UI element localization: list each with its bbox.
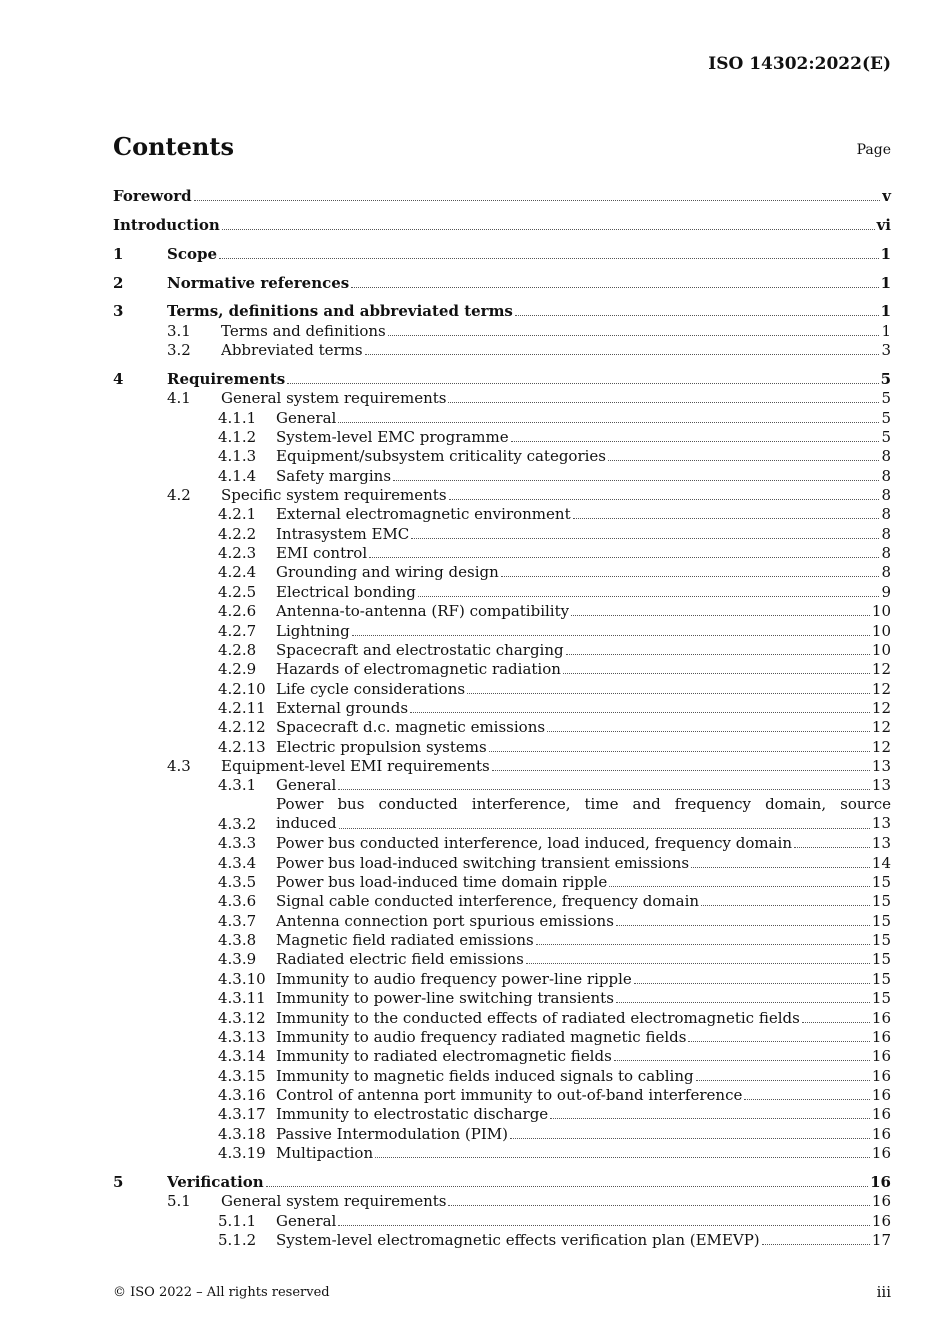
- toc-entry-number: 4.2.12: [218, 718, 266, 737]
- dot-leader: [467, 692, 870, 694]
- toc-entry[interactable]: [113, 737, 891, 756]
- toc-entry[interactable]: [113, 969, 891, 988]
- toc-entry-page: 16: [870, 1172, 891, 1191]
- dot-leader: [388, 334, 880, 336]
- dot-leader: [489, 750, 870, 752]
- toc-entry-title: General: [276, 408, 337, 427]
- toc-entry-page: 8: [881, 563, 891, 582]
- toc-entry[interactable]: [113, 562, 891, 581]
- dot-leader: [369, 556, 879, 558]
- toc-entry-title: Immunity to magnetic fields induced signals to cabling: [276, 1066, 694, 1085]
- toc-entry-title: Power bus conducted interference, time and frequency domain, source: [276, 794, 891, 813]
- dot-leader: [219, 257, 879, 259]
- toc-entry-title: Hazards of electromagnetic radiation: [276, 660, 561, 679]
- page-number: iii: [876, 1283, 891, 1301]
- toc-entry[interactable]: [113, 244, 891, 263]
- toc-entry[interactable]: [113, 949, 891, 968]
- toc-entry-number: 4.3.11: [218, 989, 266, 1008]
- toc-entry-number: 4.3.18: [218, 1124, 266, 1143]
- dot-leader: [762, 1243, 870, 1245]
- toc-entry-number: 4.3.6: [218, 892, 257, 911]
- toc-entry[interactable]: [113, 621, 891, 640]
- toc-entry[interactable]: [113, 582, 891, 601]
- toc-entry-page: 12: [871, 737, 891, 756]
- toc-entry-page: 17: [871, 1230, 891, 1249]
- toc-entry-page: 15: [871, 969, 891, 988]
- toc-entry[interactable]: [113, 891, 891, 910]
- toc-entry[interactable]: [113, 833, 891, 852]
- toc-entry-page: 16: [871, 1124, 891, 1143]
- toc-entry[interactable]: [113, 388, 891, 407]
- toc-entry-number: 4.3.10: [218, 969, 266, 988]
- toc-entry-title: Multipaction: [276, 1143, 374, 1162]
- toc-entry-title: Immunity to the conducted effects of radiated electromagnetic fields: [276, 1008, 800, 1027]
- dot-leader: [194, 199, 881, 201]
- toc-entry-title: Lightning: [276, 621, 350, 640]
- toc-entry-title: Specific system requirements: [221, 486, 447, 505]
- toc-entry-page: 8: [881, 447, 891, 466]
- toc-entry-title: Power bus conducted interference, load induced, frequency domain: [276, 834, 792, 853]
- toc-entry-title: Equipment-level EMI requirements: [221, 756, 490, 775]
- toc-entry-title: Terms and definitions: [221, 321, 386, 340]
- toc-entry-number: 1: [113, 244, 124, 263]
- toc-entry-title: Immunity to radiated electromagnetic fields: [276, 1047, 612, 1066]
- toc-entry-page: 8: [881, 505, 891, 524]
- toc-entry-page: 16: [871, 1027, 891, 1046]
- toc-entry-page: 3: [881, 341, 891, 360]
- toc-entry[interactable]: [113, 1104, 891, 1123]
- toc-entry-page: 1: [880, 273, 891, 292]
- toc-entry[interactable]: [113, 872, 891, 891]
- toc-entry-number: 4.3.1: [218, 776, 257, 795]
- toc-entry-title: General system requirements: [221, 1192, 447, 1211]
- toc-entry-number: 4.1: [167, 389, 191, 408]
- toc-entry-page: 15: [871, 873, 891, 892]
- copyright-notice: © ISO 2022 – All rights reserved: [113, 1285, 330, 1300]
- toc-entry-page: 15: [871, 931, 891, 950]
- toc-entry-title: Immunity to power-line switching transients: [276, 989, 614, 1008]
- dot-leader: [449, 498, 880, 500]
- dot-leader: [222, 228, 875, 230]
- toc-entry-number: 4.2.7: [218, 621, 257, 640]
- toc-entry-title: Abbreviated terms: [221, 341, 363, 360]
- toc-entry[interactable]: [113, 1085, 891, 1104]
- toc-entry-title: Power bus load-induced switching transient emissions: [276, 853, 690, 872]
- toc-entry-number: 4.3.14: [218, 1047, 266, 1066]
- dot-leader: [492, 769, 870, 771]
- toc-entry-page: 5: [881, 389, 891, 408]
- toc-entry-page: 13: [871, 756, 891, 775]
- toc-entry-page: 16: [871, 1047, 891, 1066]
- toc-entry-title: Verification: [167, 1172, 264, 1191]
- toc-entry-title: Antenna connection port spurious emissions: [276, 911, 614, 930]
- toc-entry-title: General system requirements: [221, 389, 447, 408]
- toc-entry[interactable]: [113, 215, 891, 234]
- toc-entry-number: 4.3.3: [218, 834, 257, 853]
- toc-entry-title: Foreword: [113, 187, 192, 205]
- toc-entry-number: 4.2.13: [218, 737, 266, 756]
- toc-entry-number: 4: [113, 369, 124, 388]
- dot-leader: [634, 982, 870, 984]
- toc-entry-title: External electromagnetic environment: [276, 505, 571, 524]
- toc-entry-number: 5.1.2: [218, 1230, 257, 1249]
- toc-entry-title-continued: induced: [276, 814, 337, 833]
- dot-leader: [566, 653, 870, 655]
- toc-entry-number: 3: [113, 302, 124, 321]
- toc-entry-page: 16: [871, 1143, 891, 1162]
- toc-entry[interactable]: [113, 911, 891, 930]
- toc-entry-title: Electric propulsion systems: [276, 737, 487, 756]
- toc-entry-number: 4.3.7: [218, 911, 257, 930]
- toc-entry-number: 4.2.11: [218, 698, 266, 717]
- dot-leader: [744, 1098, 870, 1100]
- toc-entry-number: 4.3.5: [218, 873, 257, 892]
- dot-leader: [616, 1001, 870, 1003]
- toc-entry[interactable]: [113, 273, 891, 292]
- toc-entry-number: 4.3.15: [218, 1066, 266, 1085]
- dot-leader: [338, 1224, 870, 1226]
- dot-leader: [563, 672, 870, 674]
- toc-entry-number: 4.3.4: [218, 853, 257, 872]
- toc-entry-title: Equipment/subsystem criticality categories: [276, 447, 607, 466]
- toc-entry[interactable]: [113, 698, 891, 717]
- toc-entry-page: 13: [871, 834, 891, 853]
- toc-entry[interactable]: [113, 408, 891, 427]
- toc-entry[interactable]: [113, 756, 891, 775]
- toc-entry-title: Spacecraft and electrostatic charging: [276, 640, 564, 659]
- dot-leader: [609, 885, 870, 887]
- toc-entry-page: 12: [871, 718, 891, 737]
- toc-entry[interactable]: [113, 321, 891, 340]
- toc-entry-number: 4.2.4: [218, 563, 257, 582]
- toc-entry[interactable]: [113, 1230, 891, 1249]
- toc-entry[interactable]: [113, 504, 891, 523]
- toc-entry-page: 16: [871, 1066, 891, 1085]
- toc-entry-page: 1: [880, 302, 891, 321]
- toc-entry-page: 15: [871, 950, 891, 969]
- toc-entry-page: 12: [871, 679, 891, 698]
- toc-entry-number: 5: [113, 1172, 124, 1191]
- toc-entry-page: 16: [871, 1085, 891, 1104]
- toc-entry-page: 8: [881, 524, 891, 543]
- dot-leader: [547, 730, 870, 732]
- toc-entry[interactable]: [113, 659, 891, 678]
- dot-leader: [794, 846, 870, 848]
- toc-entry[interactable]: [113, 930, 891, 949]
- toc-entry-title: Spacecraft d.c. magnetic emissions: [276, 718, 546, 737]
- toc-entry-number: 4.3.13: [218, 1027, 266, 1046]
- toc-entry[interactable]: [113, 679, 891, 698]
- toc-entry[interactable]: [113, 1191, 891, 1210]
- toc-entry-title: Immunity to audio frequency power-line ripple: [276, 969, 632, 988]
- toc-entry-page: 8: [881, 544, 891, 563]
- toc-entry[interactable]: [113, 524, 891, 543]
- toc-entry-title: Introduction: [113, 215, 220, 234]
- dot-leader: [375, 1156, 870, 1158]
- dot-leader: [339, 827, 870, 829]
- toc-entry-page: 10: [871, 640, 891, 659]
- dot-leader: [571, 614, 870, 616]
- toc-entry[interactable]: [113, 1124, 891, 1143]
- toc-entry-title: General: [276, 1211, 337, 1230]
- dot-leader: [287, 382, 878, 384]
- toc-entry[interactable]: [113, 1211, 891, 1230]
- dot-leader: [511, 440, 880, 442]
- toc-entry-number: 4.2.6: [218, 602, 257, 621]
- toc-entry-title: Normative references: [167, 273, 350, 292]
- toc-entry[interactable]: [113, 466, 891, 485]
- toc-entry[interactable]: [113, 543, 891, 562]
- dot-leader: [616, 924, 870, 926]
- toc-entry-page: 16: [871, 1008, 891, 1027]
- toc-entry-page: 12: [871, 660, 891, 679]
- toc-entry-title: System-level electromagnetic effects verification plan (EMEVP): [276, 1230, 760, 1249]
- toc-entry[interactable]: [113, 717, 891, 736]
- toc-entry-page: 8: [881, 466, 891, 485]
- toc-entry-number: 3.2: [167, 341, 191, 360]
- page-column-label: Page: [856, 142, 891, 158]
- dot-leader: [515, 314, 879, 316]
- toc-entry-page: 16: [871, 1105, 891, 1124]
- toc-entry-title: Immunity to audio frequency radiated magnetic fields: [276, 1027, 687, 1046]
- toc-entry-number: 2: [113, 273, 124, 292]
- toc-entry-page: 16: [871, 1192, 891, 1211]
- toc-entry[interactable]: [113, 369, 891, 388]
- toc-entry-page: 8: [881, 486, 891, 505]
- toc-entry-page: 1: [880, 244, 891, 263]
- toc-entry-title: Requirements: [167, 369, 286, 388]
- toc-entry-title: Life cycle considerations: [276, 679, 466, 698]
- toc-entry-title: Immunity to electrostatic discharge: [276, 1105, 549, 1124]
- toc-entry-page: 5: [881, 408, 891, 427]
- toc-entry-title: Terms, definitions and abbreviated terms: [167, 302, 513, 321]
- toc-entry-number: 4.3.19: [218, 1143, 266, 1162]
- toc-entry-number: 4.2.8: [218, 640, 257, 659]
- toc-entry-title: Passive Intermodulation (PIM): [276, 1124, 508, 1143]
- toc-entry-number: 4.3.17: [218, 1105, 266, 1124]
- toc-entry-number: 4.2: [167, 486, 191, 505]
- toc-entry-page: 15: [871, 892, 891, 911]
- dot-leader: [696, 1079, 870, 1081]
- toc-entry[interactable]: [113, 186, 891, 205]
- toc-entry-page: 14: [871, 853, 891, 872]
- dot-leader: [691, 866, 870, 868]
- toc-entry-title: Control of antenna port immunity to out-of-band interference: [276, 1085, 743, 1104]
- toc-entry-number: 4.3.12: [218, 1008, 266, 1027]
- toc-entry[interactable]: [113, 485, 891, 504]
- toc-entry[interactable]: [113, 446, 891, 465]
- toc-entry-number: 4.2.9: [218, 660, 257, 679]
- toc-entry-number: 4.1.4: [218, 466, 257, 485]
- dot-leader: [411, 537, 879, 539]
- toc-entry[interactable]: [113, 795, 891, 834]
- toc-entry-number: 4.3: [167, 756, 191, 775]
- dot-leader: [266, 1185, 868, 1187]
- toc-entry[interactable]: [113, 601, 891, 620]
- toc-entry[interactable]: [113, 1008, 891, 1027]
- toc-entry[interactable]: [113, 301, 891, 320]
- toc-entry[interactable]: [113, 340, 891, 359]
- dot-leader: [393, 479, 879, 481]
- dot-leader: [526, 962, 870, 964]
- toc-entry[interactable]: [113, 775, 891, 794]
- dot-leader: [573, 517, 880, 519]
- dot-leader: [338, 788, 870, 790]
- toc-entry-title: Grounding and wiring design: [276, 563, 499, 582]
- toc-entry-page: 13: [871, 776, 891, 795]
- toc-entry-title: General: [276, 776, 337, 795]
- dot-leader: [550, 1117, 870, 1119]
- toc-entry-title: Antenna-to-antenna (RF) compatibility: [276, 602, 570, 621]
- toc-entry-title: Scope: [167, 244, 218, 263]
- dot-leader: [701, 904, 870, 906]
- page-title: Contents: [113, 132, 234, 161]
- toc-entry-number: 4.3.9: [218, 950, 257, 969]
- toc-entry-page: 13: [871, 814, 891, 833]
- toc-entry[interactable]: [113, 640, 891, 659]
- dot-leader: [614, 1059, 870, 1061]
- toc-entry[interactable]: [113, 988, 891, 1007]
- toc-entry-page: 9: [881, 582, 891, 601]
- toc-entry[interactable]: [113, 1027, 891, 1046]
- toc-entry[interactable]: [113, 1066, 891, 1085]
- dot-leader: [608, 459, 879, 461]
- toc-entry-page: 12: [871, 698, 891, 717]
- toc-entry-number: 4.3.8: [218, 931, 257, 950]
- toc-entry-number: 4.1.1: [218, 408, 257, 427]
- toc-entry-number: 4.1.2: [218, 428, 257, 446]
- toc-entry-number: 5.1: [167, 1192, 191, 1211]
- dot-leader: [418, 595, 880, 597]
- toc-entry-number: 4.2.2: [218, 524, 257, 543]
- toc-entry[interactable]: [113, 1046, 891, 1065]
- dot-leader: [351, 286, 878, 288]
- toc-entry-page: 15: [871, 989, 891, 1008]
- dot-leader: [688, 1040, 869, 1042]
- toc-entry[interactable]: [113, 853, 891, 872]
- dot-leader: [536, 943, 870, 945]
- toc-entry-title: Radiated electric field emissions: [276, 950, 524, 969]
- dot-leader: [352, 634, 870, 636]
- dot-leader: [802, 1021, 870, 1023]
- toc-entry-number: 4.2.1: [218, 505, 257, 524]
- toc-entry-number: 4.3.2: [218, 815, 257, 834]
- toc-entry-page: v: [882, 187, 891, 205]
- toc-entry-page: 15: [871, 911, 891, 930]
- toc-entry-page: 16: [871, 1211, 891, 1230]
- toc-entry-number: 3.1: [167, 321, 191, 340]
- dot-leader: [410, 711, 870, 713]
- toc-entry[interactable]: [113, 1143, 891, 1162]
- toc-entry-title: External grounds: [276, 698, 409, 717]
- toc-entry-title: Signal cable conducted interference, frequency domain: [276, 892, 700, 911]
- document-id: ISO 14302:2022(E): [708, 54, 891, 74]
- dot-leader: [448, 401, 879, 403]
- toc-entry[interactable]: [113, 427, 891, 446]
- dot-leader: [338, 421, 879, 423]
- toc-entry-number: 4.2.10: [218, 679, 266, 698]
- toc-entry-page: 1: [881, 321, 891, 340]
- toc-entry-title: Power bus load-induced time domain ripple: [276, 873, 608, 892]
- toc-entry-title: EMI control: [276, 544, 368, 563]
- toc-entry-number: 4.3.16: [218, 1085, 266, 1104]
- dot-leader: [510, 1137, 870, 1139]
- dot-leader: [448, 1204, 869, 1206]
- toc-entry-title: Intrasystem EMC: [276, 524, 410, 543]
- dot-leader: [501, 575, 880, 577]
- dot-leader: [365, 353, 880, 355]
- toc-entry-title: Magnetic field radiated emissions: [276, 931, 534, 950]
- toc-entry-page: 10: [871, 621, 891, 640]
- toc-entry-title: Safety margins: [276, 466, 392, 485]
- toc-entry-number: 4.2.5: [218, 582, 257, 601]
- toc-entry-title: Electrical bonding: [276, 582, 416, 601]
- toc-entry-number: 5.1.1: [218, 1211, 257, 1230]
- toc-entry-number: 4.2.3: [218, 544, 257, 563]
- toc-entry[interactable]: [113, 1172, 891, 1191]
- toc-entry-title: System-level EMC programme: [276, 428, 509, 446]
- toc-entry-page: vi: [876, 215, 891, 234]
- toc-entry-page: 10: [871, 602, 891, 621]
- toc-entry-page: 5: [880, 369, 891, 388]
- toc-entry-number: 4.1.3: [218, 447, 257, 466]
- toc-entry-page: 5: [881, 428, 891, 446]
